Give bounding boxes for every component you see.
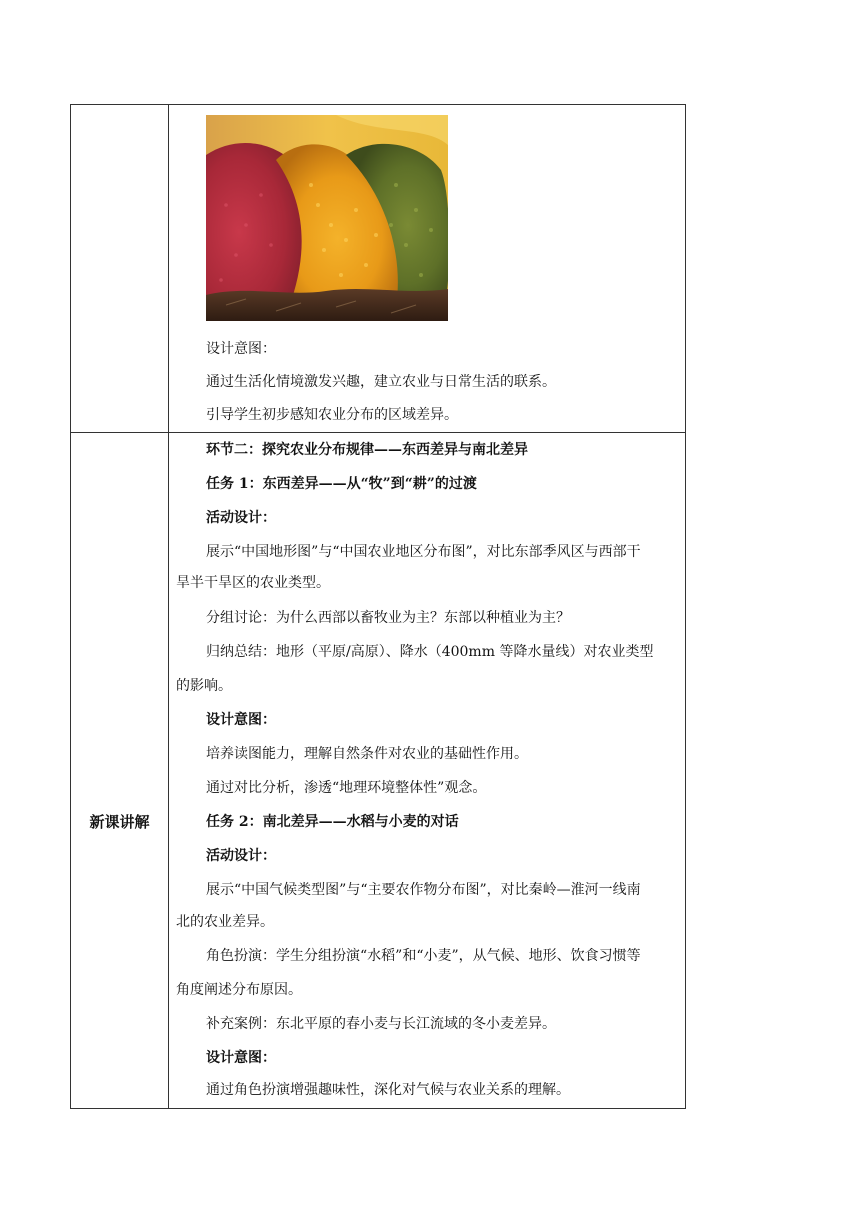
task2-title: 任务 2：南北差异——水稻与小麦的对话 [206,814,459,830]
task2-show-line: 展示“中国气候类型图”与“主要农作物分布图”，对比秦岭—淮河一线南 [206,882,641,898]
design-intent-line: 引导学生初步感知农业分布的区域差异。 [206,407,458,423]
design-intent-line: 通过生活化情境激发兴趣，建立农业与日常生活的联系。 [206,374,556,390]
task1-intent-title: 设计意图： [206,712,276,728]
task1-intent-line: 培养读图能力，理解自然条件对农业的基础性作用。 [206,746,528,762]
lesson-plan-table [70,104,686,1109]
task1-discussion: 分组讨论：为什么西部以畜牧业为主？东部以种植业为主？ [206,610,570,626]
task2-activity-title: 活动设计： [206,848,276,864]
task1-summary-line-cont: 的影响。 [176,678,232,694]
section-title: 环节二：探究农业分布规律——东西差异与南北差异 [206,442,528,458]
task1-title: 任务 1：东西差异——从“牧”到“耕”的过渡 [206,476,477,492]
task1-activity-title: 活动设计： [206,510,276,526]
design-intent-title: 设计意图： [206,341,276,357]
task2-intent-line: 通过角色扮演增强趣味性，深化对气候与农业关系的理解。 [206,1082,570,1098]
task2-role-line: 角色扮演：学生分组扮演“水稻”和“小麦”，从气候、地形、饮食习惯等 [206,948,641,964]
task1-show-line-cont: 旱半干旱区的农业类型。 [176,575,330,591]
task1-intent-line: 通过对比分析，渗透“地理环境整体性”观念。 [206,780,487,796]
task2-case: 补充案例：东北平原的春小麦与长江流域的冬小麦差异。 [206,1016,556,1032]
task2-intent-title: 设计意图： [206,1050,276,1066]
task1-show-line: 展示“中国地形图”与“中国农业地区分布图”，对比东部季风区与西部干 [206,544,641,560]
row-divider [71,432,685,433]
grain-photo [206,115,448,321]
row-label-new-lesson: 新课讲解 [89,813,150,831]
column-divider [168,105,169,1108]
task2-show-line-cont: 北的农业差异。 [176,914,274,930]
task1-summary-line: 归纳总结：地形（平原/高原）、降水（400mm 等降水量线）对农业类型 [206,644,654,660]
task2-role-line-cont: 角度阐述分布原因。 [176,982,302,998]
